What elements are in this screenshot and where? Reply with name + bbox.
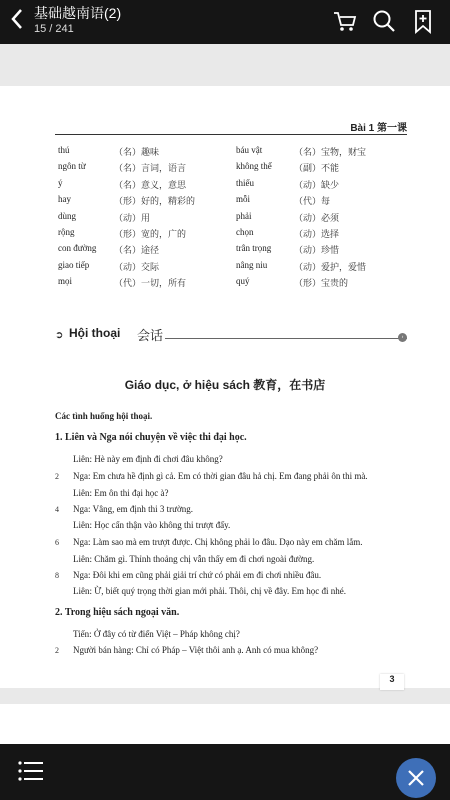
vocab-word: trân trọng [236, 243, 272, 254]
vocab-meaning: （动）交际 [114, 261, 160, 272]
page-indicator: 15 / 241 [34, 23, 74, 35]
line-number: 2 [55, 472, 59, 481]
bookmark-add-icon [410, 8, 436, 34]
bookmark-add-button[interactable] [410, 8, 436, 34]
vocab-meaning: （代）一切，所有 [114, 278, 187, 289]
line-number: 6 [55, 538, 59, 547]
cart-icon [332, 8, 358, 34]
vocab-meaning: （动）选择 [294, 228, 340, 239]
vocab-meaning: （形）宽的，广的 [114, 228, 187, 239]
section-title: Giáo dục, ở hiệu sách 教育，在书店 [124, 378, 326, 392]
vocab-meaning: （名）意义，意思 [114, 179, 187, 190]
vocab-word: giao tiếp [58, 259, 90, 270]
vocab-word: con đường [58, 243, 97, 254]
chevron-left-icon [10, 8, 24, 30]
bottom-toolbar [0, 744, 450, 800]
lesson-header-text: Bài 1 第一课 [350, 123, 407, 134]
dialogue-line: Liên: Em ôn thi đại học à? [73, 488, 169, 498]
vocab-word: thú [58, 145, 70, 155]
vocab-word: rộng [58, 226, 75, 237]
dialogue-line: Nga: Em chưa hề định gì cả. Em có thời gian đâu hả chị. Em đang phải ôn thi mà. [73, 471, 368, 481]
vocab-meaning: （动）缺少 [294, 179, 340, 190]
vocab-meaning: （动）必须 [294, 212, 340, 223]
vocab-word: ngôn từ [58, 161, 86, 172]
vocab-word: thiếu [236, 177, 254, 188]
vocab-meaning: （形）好的，精彩的 [114, 196, 196, 207]
back-button[interactable] [6, 4, 28, 34]
dialogue-heading-zh: 会话 [135, 325, 165, 344]
dialogue-line: Liên: Hè này em định đi chơi đâu không? [73, 454, 223, 464]
search-icon [371, 8, 397, 34]
dialogue-line: Người bán hàng: Chỉ có Pháp – Việt thôi anh ạ. Anh có mua không? [73, 645, 319, 655]
vocab-meaning: （名）途径 [114, 245, 160, 256]
dialogue-line: Nga: Đôi khi em cũng phải giải trí chứ có phải em đi chơi nhiều đâu. [73, 570, 322, 580]
vocab-word: nâng niu [236, 259, 268, 270]
vocab-meaning: （动）用 [114, 212, 151, 223]
dialogue-2-title: 2. Trong hiệu sách ngoại văn. [55, 607, 180, 618]
line-number: 4 [55, 505, 59, 514]
speech-arrow-icon: ➲ [55, 330, 64, 341]
dialogue-line: Nga: Vâng, em định thi 3 trường. [73, 504, 193, 514]
vocab-word: quý [236, 276, 250, 287]
vocab-meaning: （副）不能 [294, 163, 340, 174]
vocab-meaning: （形）宝贵的 [294, 278, 349, 289]
vocab-word: mọi [58, 276, 73, 287]
situations-label: Các tình huống hội thoại. [55, 411, 153, 421]
vocab-word: mỗi [236, 194, 251, 205]
vocab-meaning: （动）爱护，爱惜 [294, 261, 367, 272]
line-number: 2 [55, 646, 59, 655]
dialogue-heading-vi: Hội thoại [69, 326, 121, 340]
next-page-preview [0, 704, 450, 744]
vocab-meaning: （名）趣味 [114, 147, 160, 157]
close-icon [407, 769, 425, 787]
circle-arrow-icon: › [398, 333, 407, 342]
dialogue-line: Nga: Làm sao mà em trượt được. Chị không phải lo đâu. Dạo này em chăm lắm. [73, 537, 363, 547]
vocab-word: phải [236, 210, 252, 221]
vocab-word: không thể [236, 161, 272, 172]
dialogue-line: Liên: Chăm gì. Thỉnh thoảng chị vẫn thấy em đi chơi ngoài đường. [73, 554, 315, 564]
vocab-meaning: （名）宝物，财宝 [294, 147, 367, 157]
dialogue-heading [55, 326, 407, 346]
vocab-word: chọn [236, 226, 254, 237]
vocab-word: hay [58, 194, 71, 205]
top-toolbar [0, 0, 450, 44]
dialogue-1-title: 1. Liên và Nga nói chuyện về việc thi đại học. [55, 432, 247, 443]
vocab-word: báu vật [236, 145, 263, 155]
vocab-meaning: （动）珍惜 [294, 245, 340, 256]
page-number: 3 [380, 674, 404, 690]
heading-rule [147, 338, 407, 339]
vocab-meaning: （名）言词，语言 [114, 163, 187, 174]
dialogue-line: Tiến: Ở đây có từ điển Việt – Pháp không chị? [73, 629, 240, 639]
line-number: 8 [55, 571, 59, 580]
close-button[interactable] [396, 758, 436, 798]
vocab-word: ý [58, 177, 63, 188]
search-button[interactable] [371, 8, 397, 34]
dialogue-line: Liên: Học cẩn thận vào không thi trượt đấy. [73, 520, 231, 530]
vocab-word: dùng [58, 210, 76, 221]
book-title: 基础越南语(2) [34, 5, 122, 21]
menu-button[interactable] [18, 760, 44, 782]
book-page[interactable] [0, 86, 450, 688]
list-menu-icon [18, 760, 44, 782]
vocab-meaning: （代）每 [294, 196, 331, 207]
lesson-header [55, 120, 407, 135]
cart-button[interactable] [332, 8, 358, 34]
dialogue-line: Liên: Ừ, biết quý trọng thời gian mới phải. Thôi, chị về đây. Em học đi nhé. [73, 586, 346, 596]
